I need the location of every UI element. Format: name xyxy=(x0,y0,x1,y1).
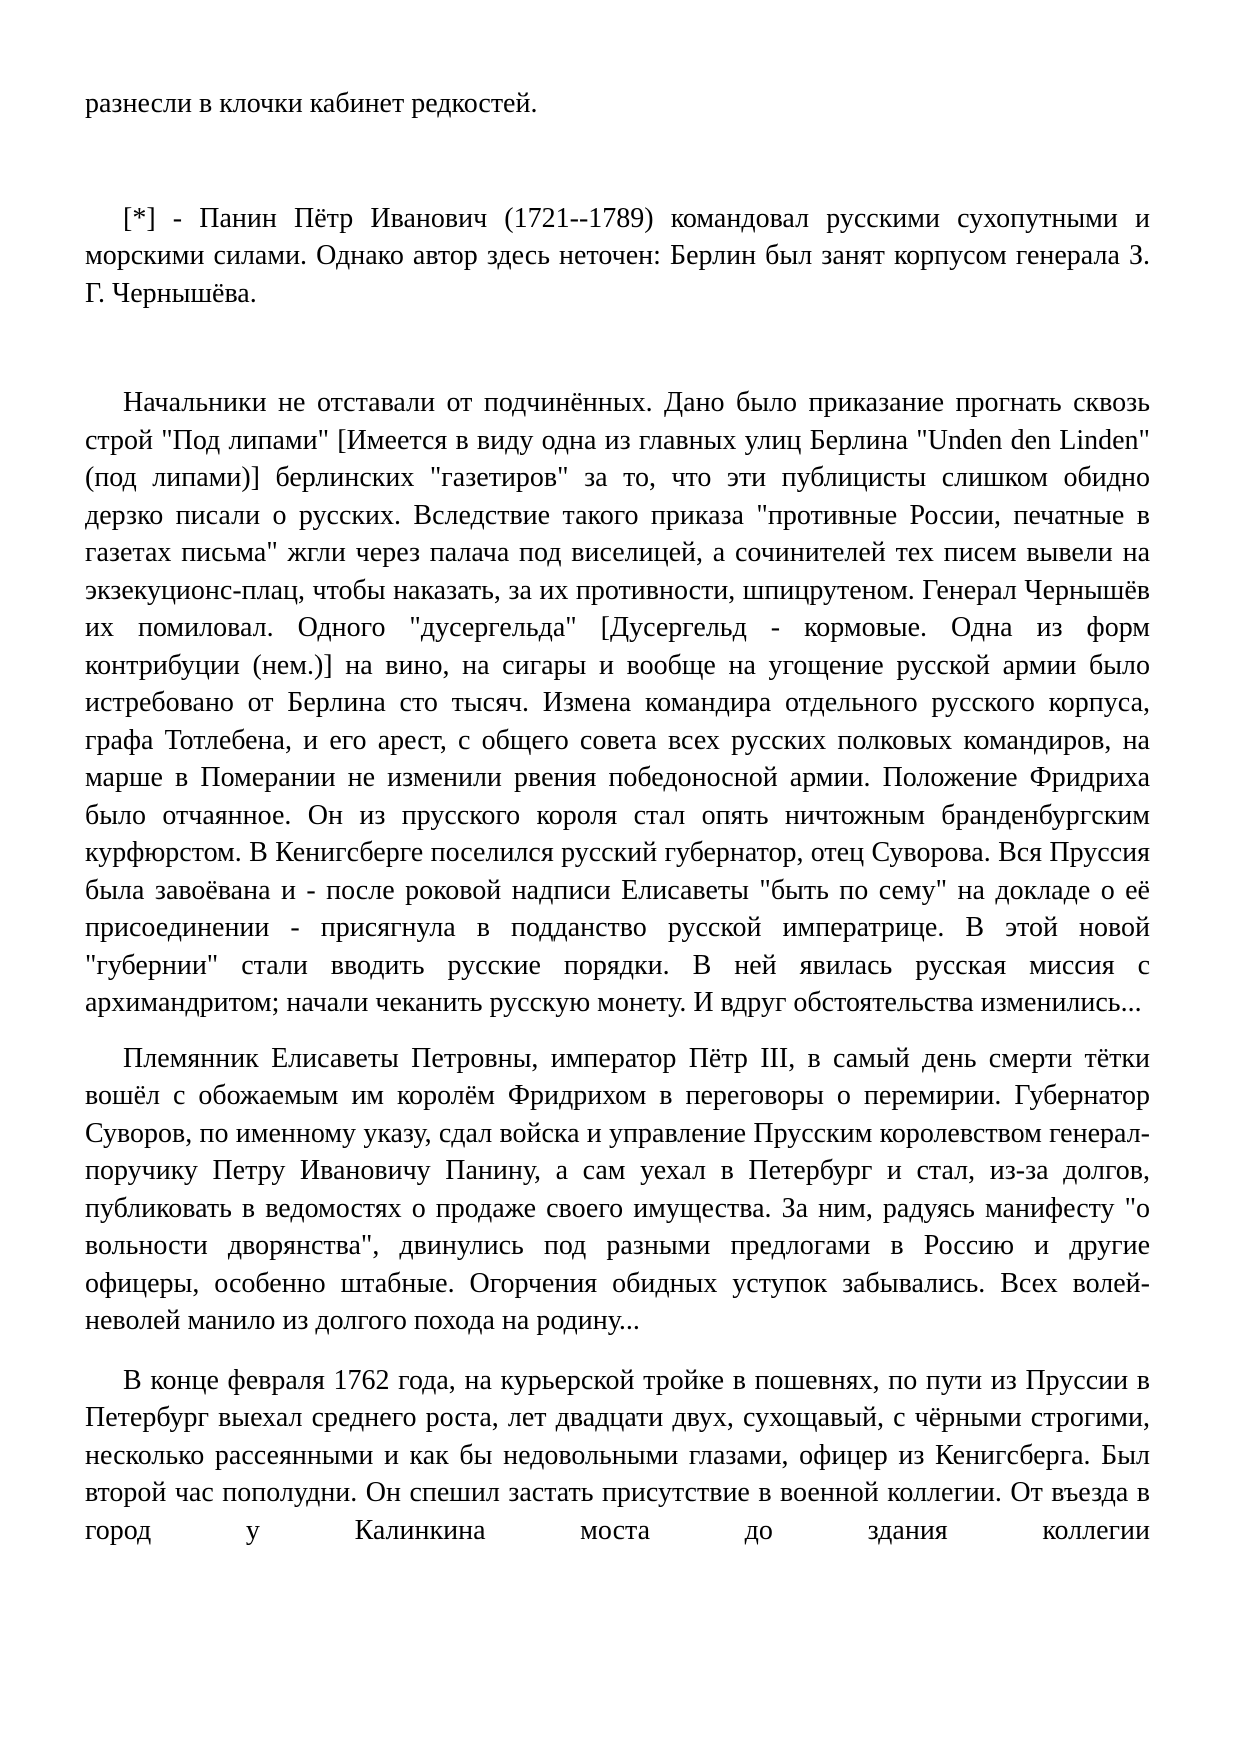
continuation-text-line: разнесли в клочки кабинет редкостей. xyxy=(85,88,538,119)
body-paragraph-3: В конце февраля 1762 года, на курьерской тройке в пошевнях, по пути из Пруссии в Петербург выехал среднего роста, лет двадцати двух, сухощавый, с чёрными строгими, несколько рассеянными и как бы недовольными глазами, офицер из Кенигсберга. Был второй час пополудни. Он спешил застать присутствие в военной коллегии. От въезда в город у Калинкина моста до здания коллегии xyxy=(85,1364,1150,1546)
footnote-paragraph: [*] - Панин Пётр Иванович (1721--1789) командовал русскими сухопутными и морскими силами. Однако автор здесь неточен: Берлин был занят корпусом генерала З. Г. Чернышёва. xyxy=(85,202,1150,309)
body-paragraph-1: Начальники не отставали от подчинённых. Дано было приказание прогнать сквозь строй "Под липами" [Имеется в виду одна из главных улиц Берлина "Unden den Linden" (под липами)] берлинских "газетиров" за то, что эти публицисты слишком обидно дерзко писали о русских. Вследствие такого приказа "противные России, печатные в газетах письма" жгли через палача под виселицей, а сочинителей тех писем вывели на экзекуционс-плац, чтобы наказать, за их противности, шпицрутеном. Генерал Чернышёв их помиловал. Одного "дусергельда" [Дусергельд - кормовые. Одна из форм контрибуции (нем.)] на вино, на сигары и вообще на угощение русской армии было истребовано от Берлина сто тысяч. Измена командира отдельного русского корпуса, графа Тотлебена, и его арест, с общего совета всех русских полковых командиров, на марше в Померании не изменили рвения победоносной армии. Положение Фридриха было отчаянное. Он из прусского короля стал опять ничтожным бранденбургским курфюрстом. В Кенигсберге поселился русский губернатор, отец Суворова. Вся Пруссия была завоёвана и - после роковой надписи Елисаветы "быть по сему" на докладе о её присоединении - присягнула в подданство русской императрице. В этой новой "губернии" стали вводить русские порядки. В ней явилась русская миссия с архимандритом; начали чеканить русскую монету. И вдруг обстоятельства изменились... xyxy=(85,387,1150,1018)
body-paragraph-2: Племянник Елисаветы Петровны, император Пётр III, в самый день смерти тётки вошёл с обожаемым им королём Фридрихом в переговоры о перемирии. Губернатор Суворов, по именному указу, сдал войска и управление Прусским королевством генерал-поручику Петру Ивановичу Панину, а сам уехал в Петербург и стал, из-за долгов, публиковать в ведомостях о продаже своего имущества. За ним, радуясь манифесту "о вольности дворянства", двинулись под разными предлогами в Россию и другие офицеры, особенно штабные. Огорчения обидных уступок забывались. Всех волей-неволей манило из долгого похода на родину... xyxy=(85,1042,1150,1336)
